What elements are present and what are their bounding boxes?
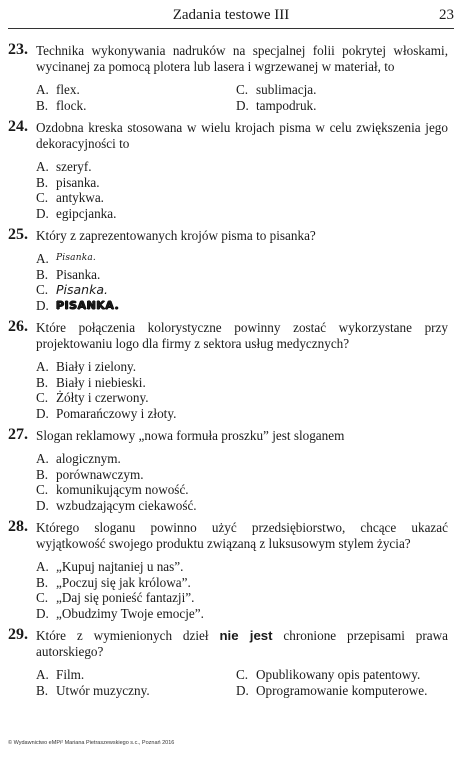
question-24 bbox=[8, 120, 448, 221]
option-b: B. flock. bbox=[36, 97, 87, 113]
options bbox=[36, 559, 448, 621]
emphasis-text: nie jest bbox=[219, 628, 273, 643]
option-c: C. sublimacja. bbox=[236, 82, 317, 97]
option-c: C. Pisanka. bbox=[36, 282, 108, 297]
option-d: D. Pomarańczowy i złoty. bbox=[36, 405, 177, 421]
question-26 bbox=[8, 320, 448, 421]
option-a: A. alogicznym. bbox=[36, 451, 121, 466]
question-23 bbox=[8, 43, 448, 113]
font-sample-italic-sans: Pisanka. bbox=[56, 282, 108, 297]
option-b: B. pisanka. bbox=[36, 174, 100, 190]
question-number: 24. bbox=[8, 118, 28, 135]
option-c: C. Opublikowany opis patentowy. bbox=[236, 667, 421, 682]
option-a: A. Pisanka. bbox=[36, 251, 96, 266]
options bbox=[36, 251, 448, 313]
option-a: A. szeryf. bbox=[36, 159, 92, 174]
question-number: 26. bbox=[8, 318, 28, 335]
question-text: Slogan reklamowy „nowa formuła proszku” jest sloganem bbox=[36, 428, 345, 443]
option-a: A. „Kupuj najtaniej u nas”. bbox=[36, 559, 184, 574]
option-c: C. antykwa. bbox=[36, 190, 104, 205]
option-b: B. porównawczym. bbox=[36, 466, 144, 482]
option-b: B. Biały i niebieski. bbox=[36, 374, 146, 390]
options bbox=[36, 159, 448, 221]
option-a: A. flex. bbox=[36, 82, 80, 97]
question-number: 23. bbox=[8, 41, 28, 58]
option-d: D. egipcjanka. bbox=[36, 205, 117, 221]
option-b: B. „Poczuj się jak królowa”. bbox=[36, 574, 191, 590]
option-c: C. komunikującym nowość. bbox=[36, 482, 189, 497]
question-28 bbox=[8, 520, 448, 621]
options bbox=[36, 667, 448, 698]
question-text: Ozdobna kreska stosowana w wielu krojach pisma w celu zwiększenia jego dekoracyjności to bbox=[36, 120, 448, 151]
question-number: 28. bbox=[8, 518, 28, 535]
option-b: B. Utwór muzyczny. bbox=[36, 682, 150, 698]
question-text: Który z zaprezentowanych krojów pisma to pisanka? bbox=[36, 228, 316, 243]
header-title: Zadania testowe III bbox=[172, 7, 290, 23]
option-d: D. wzbudzającym ciekawość. bbox=[36, 497, 197, 513]
question-number: 25. bbox=[8, 226, 28, 243]
option-d: D. „Obudzimy Twoje emocje”. bbox=[36, 605, 204, 621]
question-number: 27. bbox=[8, 426, 28, 443]
option-d: D. tampodruk. bbox=[236, 97, 317, 113]
font-sample-decorative: PISANKA. bbox=[56, 298, 120, 312]
options bbox=[36, 359, 448, 421]
question-text: Które połączenia kolorystyczne powinny zostać wykorzystane przy projektowaniu logo dla firmy z sektora usług medycznych? bbox=[36, 320, 448, 351]
question-29 bbox=[8, 628, 448, 698]
question-text: Którego sloganu powinno użyć przedsiębiorstwo, chcące ukazać wyjątkowość swojego produktu związaną z luksusowym stylem życia? bbox=[36, 520, 448, 551]
page-number: 23 bbox=[439, 7, 454, 23]
question-27 bbox=[8, 428, 448, 513]
question-text: Technika wykonywania nadruków na specjalnej folii pokrytej włoskami, wycinanej za pomocą plotera lub lasera i wgrzewanej w materiał, to bbox=[36, 43, 448, 74]
option-a: A. Biały i zielony. bbox=[36, 359, 137, 374]
options bbox=[36, 82, 448, 113]
option-d: D. PISANKA. bbox=[36, 297, 120, 313]
question-list bbox=[8, 43, 448, 705]
font-sample-script: Pisanka. bbox=[56, 253, 96, 263]
page-footer: © Wydawnictwo eMPi² Mariana Pietraszewskiego s.c., Poznań 2016 bbox=[8, 740, 175, 746]
option-b: B. Pisanka. bbox=[36, 266, 101, 282]
option-c: C. „Daj się ponieść fantazji”. bbox=[36, 590, 195, 605]
options bbox=[36, 451, 448, 513]
question-number: 29. bbox=[8, 626, 28, 643]
question-text: Które z wymienionych dzieł nie jest chronione przepisami prawa autorskiego? bbox=[36, 628, 448, 659]
page-header bbox=[8, 6, 454, 29]
option-a: A. Film. bbox=[36, 667, 85, 682]
question-25 bbox=[8, 228, 448, 313]
font-sample-serif: Pisanka. bbox=[56, 266, 101, 282]
option-c: C. Żółty i czerwony. bbox=[36, 390, 149, 405]
option-d: D. Oprogramowanie komputerowe. bbox=[236, 682, 428, 698]
